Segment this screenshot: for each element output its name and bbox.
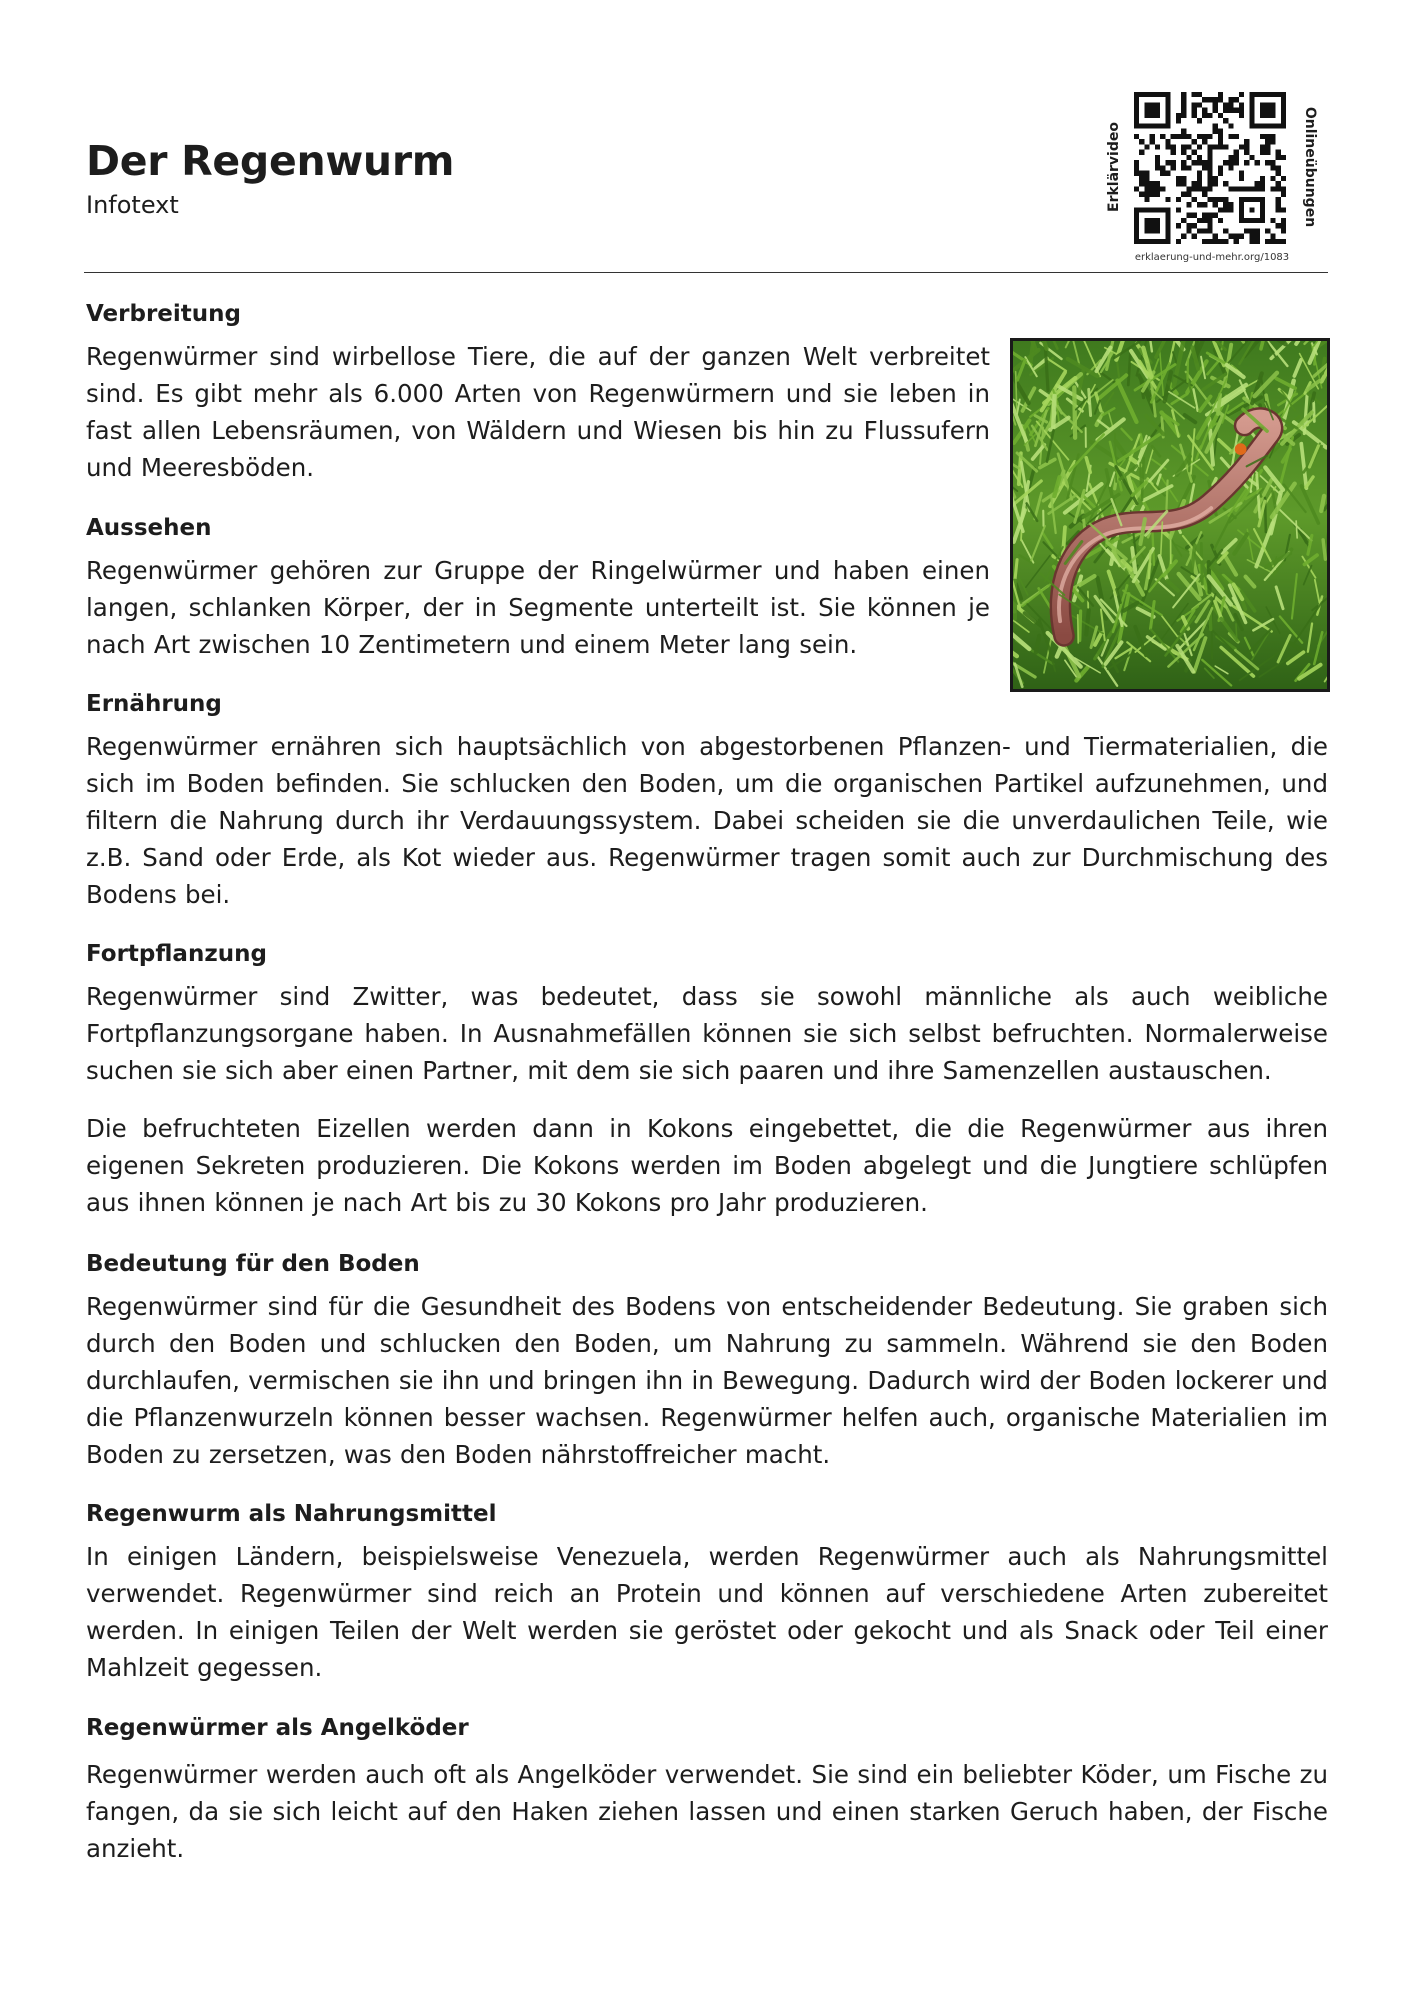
paragraph-nahrungsmittel: In einigen Ländern, beispielsweise Venezuela, werden Regenwürmer auch als Nahrungsmittel verwendet. Regenwürmer sind reich an Protein und können auf verschiedene Arten zubereitet werden. In einigen Teilen der Welt werden sie geröstet oder gekocht und als Snack oder Teil einer Mahlzeit gegessen. [86, 1542, 1328, 1682]
qr-block [1096, 92, 1328, 270]
qr-label-exercises: Onlineübungen [1302, 106, 1318, 228]
paragraph-fortpflanzung-2: Die befruchteten Eizellen werden dann in Kokons eingebettet, die die Regenwürmer aus ihren eigenen Sekreten produzieren. Die Kokons werden im Boden abgelegt und die Jungtiere schlüpfen aus ihnen können je nach Art bis zu 30 Kokons pro Jahr produzieren. [86, 1114, 1328, 1217]
paragraph-bedeutung: Regenwürmer sind für die Gesundheit des Bodens von entscheidender Bedeutung. Sie graben sich durch den Boden und schlucken den Boden, um Nahrung zu sammeln. Während sie den Boden durchlaufen, vermischen sie ihn und bringen ihn in Bewegung. Dadurch wird der Boden lockerer und die Pflanzenwurzeln können besser wachsen. Regenwürmer helfen auch, organische Materialien im Boden zu zersetzen, was den Boden nährstoffreicher macht. [86, 1292, 1328, 1469]
qr-label-video: Erklärvideo [1106, 122, 1122, 212]
section-heading-bedeutung: Bedeutung für den Boden [86, 1251, 420, 1277]
earthworm-on-grass-photo [1010, 338, 1330, 692]
section-heading-fortpflanzung: Fortpflanzung [86, 941, 267, 967]
paragraph-fortpflanzung-1: Regenwürmer sind Zwitter, was bedeutet, dass sie sowohl männliche als auch weibliche Fortpflanzungsorgane haben. In Ausnahmefällen können sie sich selbst befruchten. Normalerweise suchen sie sich aber einen Partner, mit dem sie sich paaren und ihre Samenzellen austauschen. [86, 982, 1328, 1085]
page-title: Der Regenwurm [86, 137, 455, 185]
paragraph-ernaehrung: Regenwürmer ernähren sich hauptsächlich von abgestorbenen Pflanzen- und Tiermaterialien, die sich im Boden befinden. Sie schlucken den Boden, um die organischen Partikel aufzunehmen, und filtern die Nahrung durch ihr Verdauungssystem. Dabei scheiden sie die unverdaulichen Teile, wie z.B. Sand oder Erde, als Kot wieder aus. Regenwürmer tragen somit auch zur Durchmischung des Bodens bei. [86, 732, 1328, 909]
section-heading-verbreitung: Verbreitung [86, 301, 241, 327]
header-divider [84, 272, 1328, 273]
section-heading-ernaehrung: Ernährung [86, 691, 222, 717]
paragraph-angelkoeder: Regenwürmer werden auch oft als Angelköder verwendet. Sie sind ein beliebter Köder, um Fische zu fangen, da sie sich leicht auf den Haken ziehen lassen und einen starken Geruch haben, der Fische anzieht. [86, 1760, 1328, 1863]
section-heading-aussehen: Aussehen [86, 515, 212, 541]
section-heading-angelkoeder: Regenwürmer als Angelköder [86, 1715, 469, 1741]
qr-code-icon[interactable] [1134, 92, 1286, 244]
page-subtitle: Infotext [86, 191, 179, 219]
section-heading-nahrungsmittel: Regenwurm als Nahrungsmittel [86, 1501, 497, 1527]
qr-url: erklaerung-und-mehr.org/1083 [1134, 252, 1290, 263]
paragraph-verbreitung: Regenwürmer sind wirbellose Tiere, die auf der ganzen Welt verbreitet sind. Es gibt mehr als 6.000 Arten von Regenwürmern und sie leben in fast allen Lebensräumen, von Wäldern und Wiesen bis hin zu Flussufern und Meeresböden. [86, 342, 990, 482]
paragraph-aussehen: Regenwürmer gehören zur Gruppe der Ringelwürmer und haben einen langen, schlanken Körper, der in Segmente unterteilt ist. Sie können je nach Art zwischen 10 Zentimetern und einem Meter lang sein. [86, 556, 990, 659]
